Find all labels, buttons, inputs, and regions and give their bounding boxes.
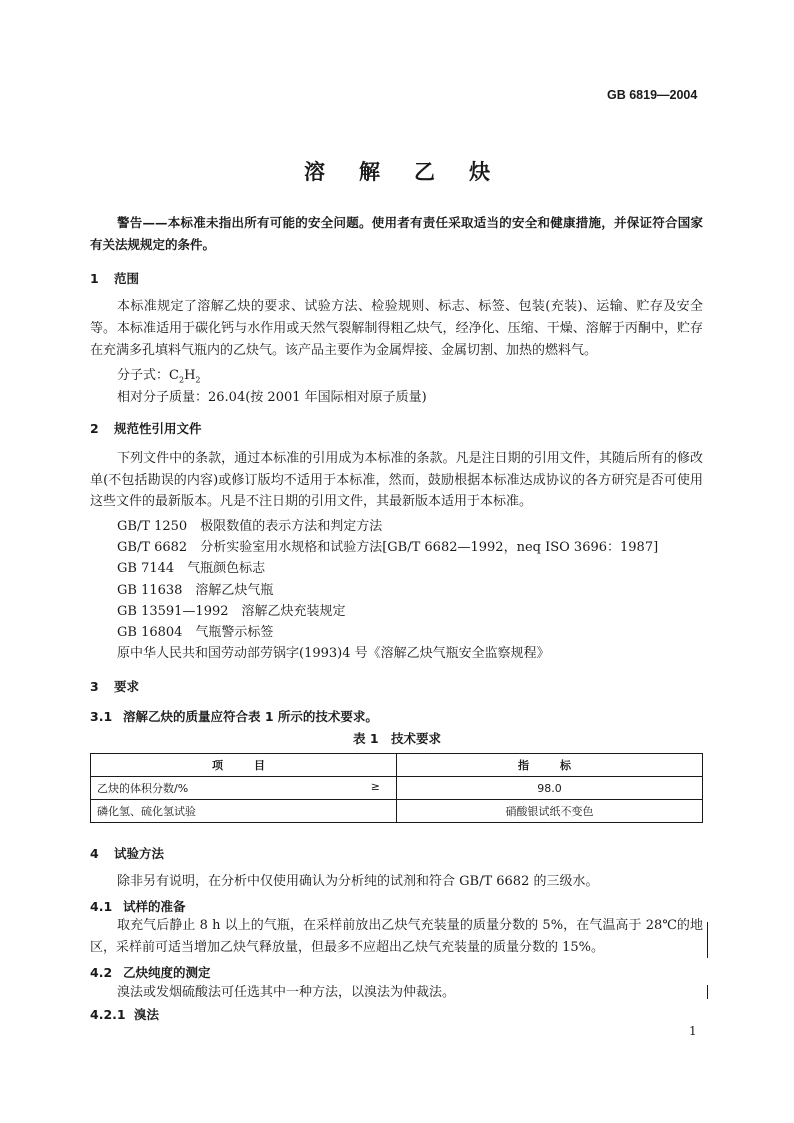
formula-carbon-sub: 2 (178, 375, 185, 385)
table-header-item: 项 目 (91, 754, 397, 777)
scope-paragraph-2: 本标准适用于碳化钙与水作用或天然气裂解制得粗乙炔气，经净化、压缩、干燥、溶解于丙酮中，贮存在充满多孔填料气瓶内的乙炔气。该产品主要作为金属焊接、金属切割、加热的燃料气。 (90, 321, 703, 358)
reference-item: GB/T 1250 极限数值的表示方法和判定方法 (117, 519, 383, 534)
subsection-title: 溴法 (134, 1007, 160, 1022)
table-row (91, 800, 703, 823)
section-number: 1 (90, 271, 99, 286)
reference-item: GB 7144 气瓶颜色标志 (117, 561, 266, 576)
molecular-mass: 相对分子质量：26.04(按 2001 年国际相对原子质量) (117, 390, 427, 405)
section-number: 3 (90, 679, 99, 694)
reference-item: GB 13591—1992 溶解乙炔充装规定 (117, 604, 346, 619)
section-number: 4 (90, 846, 99, 861)
formula-hydrogen-sub: 2 (195, 375, 201, 385)
section-title: 要求 (114, 679, 140, 694)
subsection-number: 4.1 (90, 899, 113, 914)
subsection-4-2-1-heading (90, 1005, 159, 1023)
formula-hydrogen: H (184, 368, 196, 383)
table-cell-value: 98.0 (397, 777, 703, 800)
subsection-title: 乙炔纯度的测定 (123, 965, 211, 980)
standard-number: GB 6819—2004 (607, 88, 698, 102)
molecular-formula (117, 364, 201, 385)
section-3-heading (90, 677, 139, 695)
table-cell-item (91, 800, 397, 823)
item-text: 磷化氢、硫化氢试验 (97, 805, 196, 818)
reference-item: GB/T 6682 分析实验室用水规格和试验方法[GB/T 6682—1992，neq ISO 3696：1987] (117, 540, 659, 555)
formula-label: 分子式： (117, 368, 170, 383)
reference-item: GB 11638 溶解乙炔气瓶 (117, 583, 274, 598)
sample-preparation-text: 取充气后静止 8 h 以上的气瓶，在采样前放出乙炔气充装量的质量分数的 5%，在气温高于 28℃的地区，采样前可适当增加乙炔气释放量，但最多不应超出乙炔气充装量的质量分数的 15%。 (90, 918, 703, 955)
table-caption: 表 1 技术要求 (352, 731, 442, 746)
table-cell-value: 硝酸银试纸不变色 (397, 800, 703, 823)
references-intro: 下列文件中的条款，通过本标准的引用成为本标准的条款。凡是注日期的引用文件，其随后所有的修改单(不包括勘误的内容)或修订版均不适用于本标准，然而，鼓励根据本标准达成协议的各方研究是否可使用这些文件的最新版本。凡是不注日期的引用文件，其最新版本适用于本标准。 (90, 451, 703, 509)
section-title: 规范性引用文件 (114, 421, 202, 436)
scope-paragraph-1: 本标准规定了溶解乙炔的要求、试验方法、检验规则、标志、标签、包装(充装)、运输、贮存及安全等。 (90, 299, 703, 336)
reference-item: 原中华人民共和国劳动部劳锅字(1993)4 号《溶解乙炔气瓶安全监察规程》 (117, 646, 550, 661)
test-methods-intro: 除非另有说明，在分析中仅使用确认为分析纯的试剂和符合 GB/T 6682 的三级水。 (117, 874, 599, 889)
reference-item: GB 16804 气瓶警示标签 (117, 625, 274, 640)
item-text: 乙炔的体积分数/% (97, 782, 189, 795)
page-number: 1 (689, 1024, 697, 1038)
section-number: 2 (90, 421, 99, 436)
warning-paragraph: 警告——本标准未指出所有可能的安全问题。使用者有责任采取适当的安全和健康措施，并保证符合国家有关法规规定的条件。 (90, 215, 703, 252)
subsection-4-1-heading (90, 897, 186, 915)
table-row (91, 777, 703, 800)
purity-method-text: 溴法或发烟硫酸法可任选其中一种方法，以溴法为仲裁法。 (117, 985, 456, 1000)
subsection-title: 试样的准备 (123, 899, 186, 914)
section-title: 试验方法 (114, 846, 165, 861)
table-header-row (91, 754, 703, 777)
subsection-3-1-heading (90, 707, 378, 725)
table-header-value: 指 标 (397, 754, 703, 777)
subsection-number: 4.2 (90, 965, 113, 980)
table-cell-item (91, 777, 397, 800)
subsection-title: 溶解乙炔的质量应符合表 1 所示的技术要求。 (123, 709, 378, 724)
section-2-heading (90, 419, 202, 437)
revision-bar (707, 985, 708, 999)
document-title: 溶解乙炔 (304, 160, 524, 184)
operator: ≥ (370, 780, 380, 793)
formula-carbon: C (169, 368, 179, 383)
subsection-number: 4.2.1 (90, 1007, 126, 1022)
section-4-heading (90, 844, 164, 862)
subsection-4-2-heading (90, 963, 211, 981)
requirements-table (90, 753, 703, 823)
section-1-heading (90, 269, 139, 287)
subsection-number: 3.1 (90, 709, 113, 724)
section-title: 范围 (114, 271, 140, 286)
revision-bar (707, 922, 708, 958)
